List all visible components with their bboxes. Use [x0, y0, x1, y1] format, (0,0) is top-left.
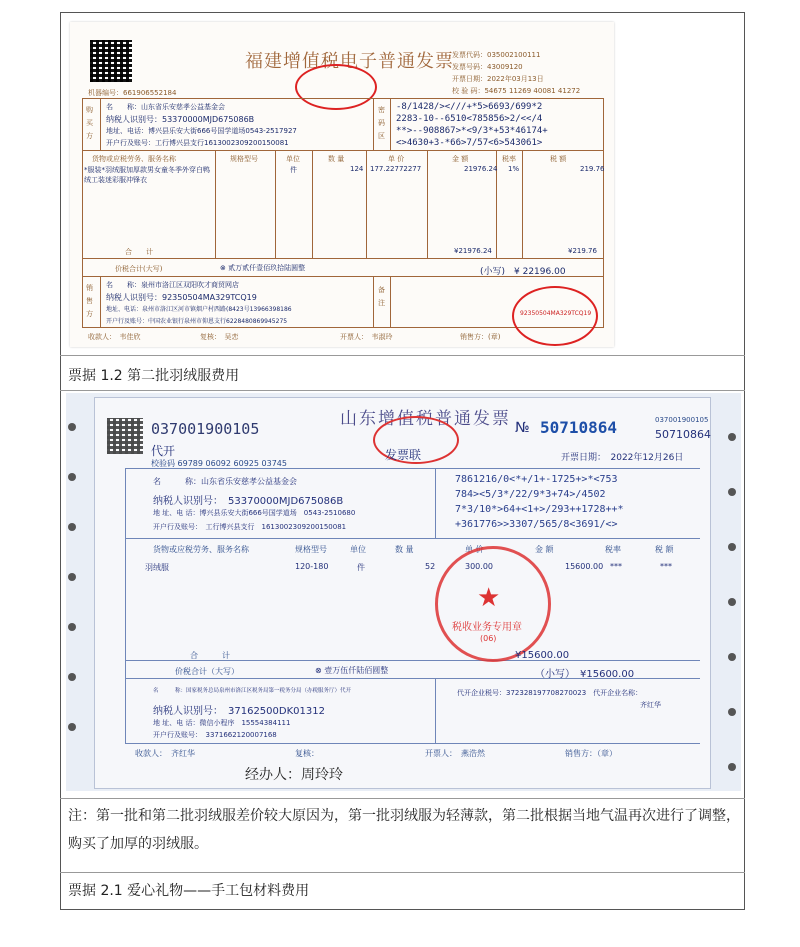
hole [728, 433, 736, 441]
cipher-text: -8/1428/><///+*5>6693/699*2 2283-10--6510<785856>2/<</4 **>--908867>*<9/3*+53*46174+ <>4630+3-*66>7/57<6>543061> [396, 102, 548, 148]
seal-number: (06) [480, 634, 497, 643]
invoice-paper [94, 397, 711, 789]
invoice-title: 山东增值税普通发票 [340, 409, 511, 429]
col-price: 单 价 [465, 545, 484, 554]
hole [728, 708, 736, 716]
grand-total-label: 价税合计（大写） [175, 667, 239, 676]
divider [82, 258, 604, 259]
col-spec: 规格型号 [295, 545, 327, 554]
daikai: 代开 [151, 444, 176, 458]
invoice-number: 50710864 [540, 418, 618, 437]
tractor-holes-right [728, 393, 738, 791]
seal-text: 92350504MA329TCQ19 [520, 310, 592, 317]
qr-code [90, 40, 132, 82]
col-tax: 税 额 [550, 155, 567, 163]
hole [68, 523, 76, 531]
cipher-text: 7861216/0<*+/1+-1725+>*<753 784><5/3*/22/9*3+74>/4502 7*3/10*>64+<1+>/293++1728++* +361776>>3307/565/8<3691/<> [455, 474, 624, 530]
divider [435, 678, 436, 743]
divider [82, 150, 604, 151]
divider [390, 276, 391, 328]
hole [728, 763, 736, 771]
buyer-name: 名 称：山东省乐安慈孝公益基金会 [153, 477, 297, 486]
divider [125, 743, 700, 744]
total-label: 合 计 [125, 248, 153, 256]
issue-date: 开票日期： 2022年12月26日 [561, 453, 684, 463]
col-goods: 货物或应税劳务、服务名称 [153, 545, 249, 554]
hole [68, 423, 76, 431]
seller-sign: 销售方：（章） [565, 749, 617, 758]
divider [100, 276, 101, 328]
item-unit: 件 [357, 563, 365, 572]
hole [68, 723, 76, 731]
check-code: 校验码 69789 06092 60925 03745 [151, 459, 287, 468]
seller-tax-id: 纳税人识别号：92350504MA329TCQ19 [106, 293, 257, 302]
col-unit: 单位 [286, 155, 300, 163]
invoice-title: 福建增值税电子普通发票 [245, 51, 454, 72]
divider [373, 276, 374, 328]
item-amount: 15600.00 [565, 562, 604, 571]
grand-total-small: (小写) ¥ 22196.00 [480, 267, 566, 277]
drawer: 开票人： 燕浩然 [425, 749, 485, 758]
divider [435, 468, 436, 538]
hole [728, 543, 736, 551]
item-rate: *** [610, 562, 622, 571]
grand-total-label: 价税合计(大写) [115, 265, 163, 273]
col-qty: 数 量 [328, 155, 345, 163]
seller-sign: 销售方：(章) [460, 333, 501, 341]
total-amount: ¥15600.00 [515, 650, 570, 661]
grand-total-words: ⊗ 贰万贰仟壹佰玖拾陆圆整 [220, 264, 306, 272]
invoice-image-1 [70, 22, 614, 347]
seller-bank: 开户行及账号： 3371662120007168 [153, 731, 277, 739]
grand-total-words: ⊗ 壹万伍仟陆佰圆整 [315, 666, 389, 675]
divider [125, 538, 700, 539]
seller-bank: 开户行及账号：中国农业银行泉州市仰恩支行6228480869945275 [106, 318, 288, 325]
password-area-label: 密码区 [378, 106, 385, 140]
invoice-image-2 [66, 393, 741, 791]
hole [728, 488, 736, 496]
item-name: 羽绒服 [145, 563, 169, 572]
total-tax: ¥219.76 [568, 247, 597, 255]
total-label: 合 计 [190, 651, 230, 660]
no-prefix: № [515, 420, 530, 436]
col-spec: 规格型号 [230, 155, 258, 163]
buyer-tax-id: 纳税人识别号：53370000MJD675086B [106, 115, 255, 124]
grand-total-words-text: 壹万伍仟陆佰圆整 [324, 666, 389, 675]
buyer-bank: 开户行及账号： 工行博兴县支行 1613002309200150081 [153, 523, 347, 531]
caption-1: 票据 1.2 第二批羽绒服费用 [68, 368, 240, 384]
note-paragraph: 注：第一批和第二批羽绒服差价较大原因为，第一批羽绒服为轻薄款，第二批根据当地气温再次进行了调整，购买了加厚的羽绒服。 [68, 808, 740, 852]
buyer-address: 地址、电话：博兴县乐安大街666号国学道场0543-2517927 [106, 127, 297, 135]
item-spec: 120-180 [295, 562, 329, 571]
remarks-label: 备注 [378, 286, 385, 307]
divider [275, 150, 276, 258]
seller-name: 名 称：国家税务总局泉州市洛江区税务局第一税务分局（办税服务厅）代开 [153, 688, 352, 694]
item-qty: 124 [350, 165, 364, 173]
invoice-number: 发票号码：43009120 [452, 63, 523, 71]
hole [68, 673, 76, 681]
code-right: 037001900105 [655, 416, 709, 424]
seller-address: 地 址、电 话：微信小程序 15554384111 [153, 719, 291, 727]
hole [68, 573, 76, 581]
item-tax: *** [660, 562, 672, 571]
divider [373, 98, 374, 150]
item-price: 300.00 [465, 562, 493, 571]
divider [390, 98, 391, 150]
number-right: 50710864 [655, 428, 711, 441]
col-rate: 税率 [502, 155, 516, 163]
buyer-address: 地 址、电 话：博兴县乐安大街666号国学道场 0543-2510680 [153, 509, 356, 517]
col-tax: 税 额 [655, 545, 674, 554]
item-tax: 219.76 [580, 165, 605, 173]
reviewer: 复核： 吴恋 [200, 333, 239, 341]
col-goods: 货物或应税劳务、服务名称 [92, 155, 176, 163]
divider [215, 150, 216, 258]
item-name: *服装*羽绒服加厚款男女童冬季外穿白鸭绒工装迷彩服冲锋衣 [84, 166, 210, 184]
hole [728, 653, 736, 661]
grand-total-small: （小写） ¥15600.00 [535, 669, 635, 680]
buyer-label: 购买方 [86, 106, 93, 140]
handler-signature: 经办人：周玲玲 [245, 767, 343, 783]
row-divider [60, 390, 745, 391]
divider [427, 150, 428, 258]
item-price: 177.22772277 [370, 165, 422, 173]
buyer-name: 名 称：山东省乐安慈孝公益基金会 [106, 103, 225, 111]
caption-2: 票据 2.1 爱心礼物——手工包材料费用 [68, 883, 310, 899]
row-divider [60, 872, 745, 873]
payee: 收款人： 韦佳欣 [88, 333, 141, 341]
invoice-code: 发票代码：035002100111 [452, 51, 541, 59]
item-unit: 件 [290, 166, 297, 174]
code-left: 037001900105 [151, 420, 260, 438]
drawer: 开票人： 韦淑玲 [340, 333, 393, 341]
seller-tax-id: 纳税人识别号： 37162500DK01312 [153, 706, 325, 717]
check-code: 校 验 码：54675 11269 40081 41272 [452, 87, 581, 95]
col-amount: 金 额 [452, 155, 469, 163]
col-price: 单 价 [388, 155, 405, 163]
remark-line-2: 齐红华 [640, 701, 661, 709]
hole [68, 473, 76, 481]
col-rate: 税率 [605, 545, 621, 554]
reviewer: 复核： [295, 749, 319, 758]
divider [100, 98, 101, 150]
grand-total-words-text: 贰万贰仟壹佰玖拾陆圆整 [228, 264, 306, 272]
payee: 收款人： 齐红华 [135, 749, 195, 758]
seller-name: 名 称：泉州市洛江区双阳吹才商贸网店 [106, 281, 239, 289]
buyer-tax-id: 纳税人识别号： 53370000MJD675086B [153, 496, 344, 507]
col-unit: 单位 [350, 545, 366, 554]
machine-number: 机器编号：661906552184 [88, 89, 177, 97]
divider [366, 150, 367, 258]
subtitle: 发票联 [385, 448, 422, 462]
seal-star: ★ [477, 583, 501, 613]
seller-label: 销售方 [86, 284, 93, 318]
remark-line-1: 代开企业税号：372328197708270023 代开企业名称： [457, 689, 643, 697]
item-rate: 1% [508, 165, 520, 173]
buyer-bank: 开户行及账号：工行博兴县支行1613002309200150081 [106, 139, 289, 147]
qr-code [107, 418, 143, 454]
seal-subtitle: 税收业务专用章 [452, 622, 522, 633]
divider [125, 468, 700, 469]
row-divider [60, 798, 745, 799]
issue-date: 开票日期：2022年03月13日 [452, 75, 544, 83]
hole [68, 623, 76, 631]
seller-address: 地址、电话：泉州市洛江区河市镇烟户村西路(8423号13966398186 [106, 306, 292, 313]
col-amount: 金 额 [535, 545, 554, 554]
col-qty: 数 量 [395, 545, 414, 554]
item-amount: 21976.24 [464, 165, 498, 173]
divider [312, 150, 313, 258]
row-divider [60, 355, 745, 356]
divider [522, 150, 523, 258]
total-amount: ¥21976.24 [454, 247, 492, 255]
hole [728, 598, 736, 606]
divider [125, 468, 126, 743]
item-qty: 52 [425, 562, 436, 571]
tractor-holes-left [68, 393, 78, 791]
